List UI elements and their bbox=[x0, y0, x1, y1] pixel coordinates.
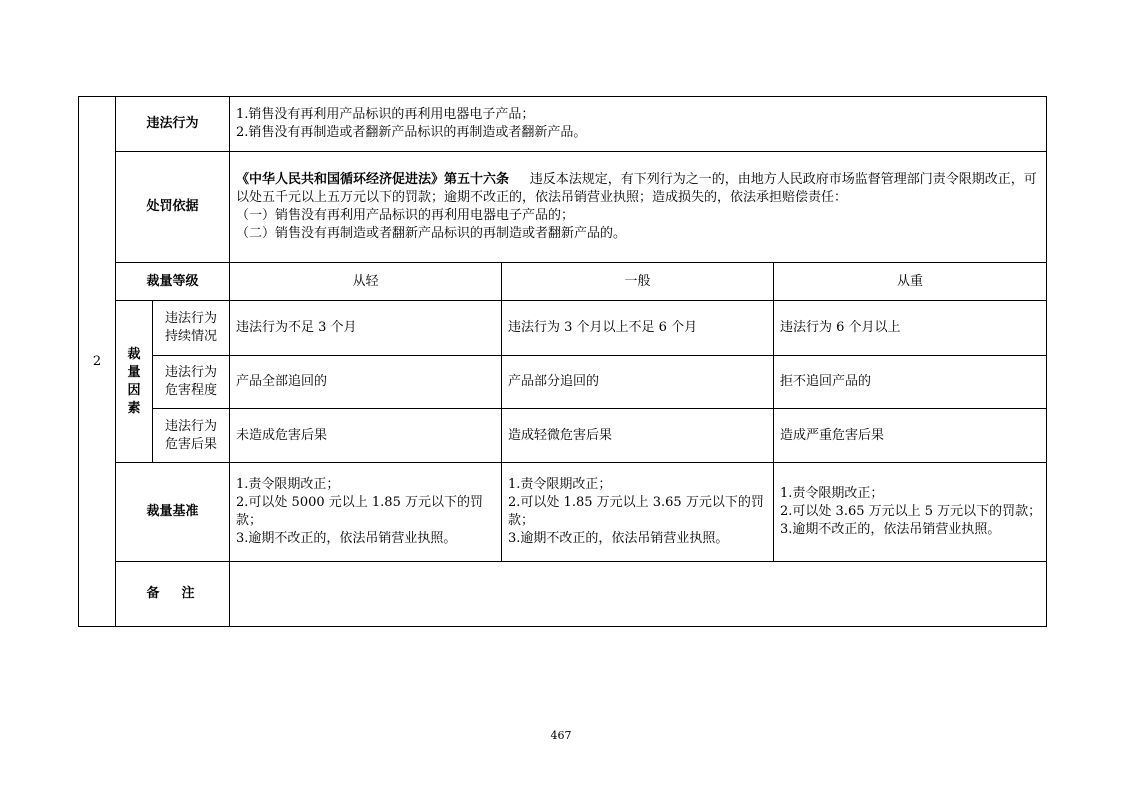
factor-harm-degree-normal: 产品部分追回的 bbox=[502, 356, 774, 409]
factor-duration-heavy: 违法行为 6 个月以上 bbox=[774, 301, 1047, 356]
factor-harm-degree-heavy: 拒不追回产品的 bbox=[774, 356, 1047, 409]
factor-name-line: 违法行为 bbox=[165, 365, 218, 380]
factor-name-line: 违法行为 bbox=[165, 418, 218, 434]
factor-name-harm-degree bbox=[153, 356, 230, 409]
factor-duration-light: 违法行为不足 3 个月 bbox=[230, 301, 502, 356]
grade-normal: 一般 bbox=[502, 263, 774, 301]
standard-line: 2.可以处 3.65 万元以上 5 万元以下的罚款； bbox=[780, 504, 1042, 519]
factor-name-duration bbox=[153, 301, 230, 356]
violation-label: 违法行为 bbox=[116, 97, 230, 152]
sequence-number: 2 bbox=[79, 97, 116, 627]
factors-label-char: 裁 bbox=[127, 346, 141, 362]
standard-line: 1.责令限期改正； bbox=[236, 477, 340, 492]
standard-line: 3.逾期不改正的，依法吊销营业执照。 bbox=[236, 531, 457, 546]
standard-normal bbox=[502, 463, 774, 562]
standard-line: 1.责令限期改正； bbox=[780, 486, 884, 501]
factor-harm-result-heavy: 造成严重危害后果 bbox=[774, 409, 1047, 463]
factor-name-line: 持续情况 bbox=[165, 329, 218, 344]
standard-label: 裁量基准 bbox=[116, 463, 230, 562]
factor-harm-degree-light: 产品全部追回的 bbox=[230, 356, 502, 409]
standard-line: 3.逾期不改正的，依法吊销营业执照。 bbox=[780, 522, 1001, 537]
factor-name-harm-result bbox=[153, 409, 230, 463]
grade-label: 裁量等级 bbox=[116, 263, 230, 301]
factor-name-line: 危害程度 bbox=[165, 383, 218, 398]
basis-item: （一）销售没有再利用产品标识的再利用电器电子产品的； bbox=[236, 208, 575, 223]
law-title: 《中华人民共和国循环经济促进法》第五十六条 bbox=[236, 172, 510, 187]
standard-heavy bbox=[774, 463, 1047, 562]
factor-harm-result-light: 未造成危害后果 bbox=[230, 409, 502, 463]
violation-line: 2.销售没有再制造或者翻新产品标识的再制造或者翻新产品。 bbox=[236, 125, 587, 140]
standard-line: 2.可以处 1.85 万元以上 3.65 万元以下的罚款； bbox=[508, 495, 764, 528]
violation-content bbox=[230, 97, 1047, 152]
factors-label-char: 量 bbox=[127, 364, 141, 380]
standard-line: 1.责令限期改正； bbox=[508, 477, 612, 492]
factors-label-char: 因 bbox=[127, 382, 141, 398]
factor-name-line: 违法行为 bbox=[165, 311, 218, 326]
standard-line: 3.逾期不改正的，依法吊销营业执照。 bbox=[508, 531, 729, 546]
grade-heavy: 从重 bbox=[774, 263, 1047, 301]
factors-label-char: 素 bbox=[127, 400, 141, 416]
basis-content bbox=[230, 152, 1047, 263]
standard-line: 2.可以处 5000 元以上 1.85 万元以下的罚款； bbox=[236, 495, 483, 528]
remarks-content bbox=[230, 562, 1047, 627]
factor-name-line: 危害后果 bbox=[165, 436, 218, 452]
penalty-discretion-table bbox=[78, 96, 1047, 627]
basis-item: （二）销售没有再制造或者翻新产品标识的再制造或者翻新产品的。 bbox=[236, 226, 627, 241]
factor-harm-result-normal: 造成轻微危害后果 bbox=[502, 409, 774, 463]
basis-label: 处罚依据 bbox=[116, 152, 230, 263]
violation-line: 1.销售没有再利用产品标识的再利用电器电子产品； bbox=[236, 107, 535, 122]
grade-light: 从轻 bbox=[230, 263, 502, 301]
basis-paragraph bbox=[236, 171, 1042, 207]
factors-label bbox=[116, 301, 153, 463]
page-number: 467 bbox=[550, 729, 572, 742]
law-text: 违反本法规定，有下列行为之一的，由地方人民政府市场监督管理部门责令限期改正，可以处五千元以上五万元以下的罚款；逾期不改正的，依法吊销营业执照；造成损失的，依法承担赔偿责任： bbox=[236, 172, 1037, 205]
factor-duration-normal: 违法行为 3 个月以上不足 6 个月 bbox=[502, 301, 774, 356]
standard-light bbox=[230, 463, 502, 562]
remarks-label: 备注 bbox=[116, 562, 230, 627]
